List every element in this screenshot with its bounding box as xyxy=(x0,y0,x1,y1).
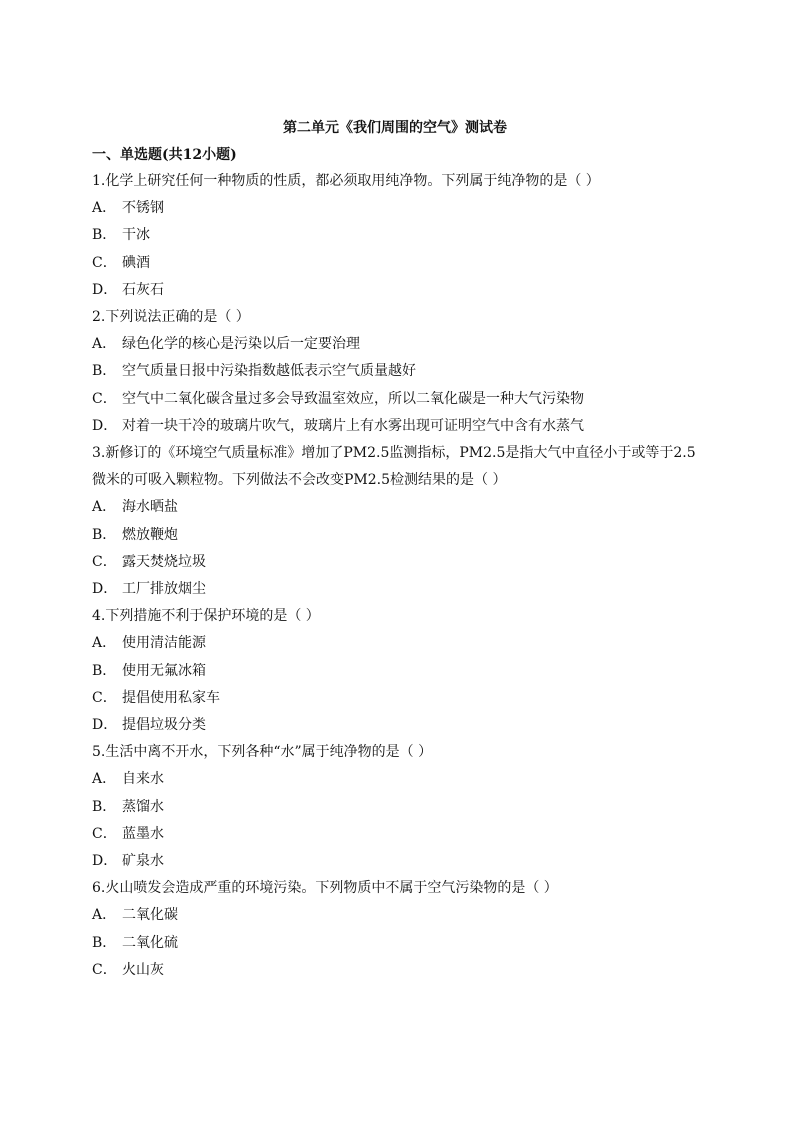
option-item xyxy=(92,685,698,712)
question-6 xyxy=(92,875,698,984)
option-label: D． xyxy=(92,581,118,598)
option-item xyxy=(92,522,698,549)
option-text: 工厂排放烟尘 xyxy=(122,581,206,598)
question-text: 3.新修订的《环境空气质量标准》增加了PM2.5监测指标，PM2.5是指大气中直径小于或等于2.5微米的可吸入颗粒物。下列做法不会改变PM2.5检测结果的是（ ） xyxy=(92,445,696,489)
option-text: 燃放鞭炮 xyxy=(122,526,178,543)
option-text: 自来水 xyxy=(122,771,164,788)
option-text: 蒸馏水 xyxy=(122,798,164,815)
option-label: B． xyxy=(92,526,117,543)
option-label: D． xyxy=(92,417,118,434)
option-label: A． xyxy=(92,907,117,924)
option-text: 使用无氟冰箱 xyxy=(122,662,206,679)
option-item xyxy=(92,630,698,657)
option-label: B． xyxy=(92,798,117,815)
question-text: 6.火山喷发会造成严重的环境污染。下列物质中不属于空气污染物的是（ ） xyxy=(92,880,558,897)
option-item xyxy=(92,250,698,277)
option-label: C． xyxy=(92,689,117,706)
option-text: 碘酒 xyxy=(122,254,150,271)
option-item xyxy=(92,576,698,603)
option-label: A． xyxy=(92,336,117,353)
option-text: 绿色化学的核心是污染以后一定要治理 xyxy=(122,336,360,353)
option-item xyxy=(92,195,698,222)
question-text: 4.下列措施不利于保护环境的是（ ） xyxy=(92,608,320,625)
option-label: B． xyxy=(92,363,117,380)
option-item xyxy=(92,957,698,984)
option-label: A． xyxy=(92,499,117,516)
option-label: B． xyxy=(92,934,117,951)
section-title: 一、单选题(共12小题) xyxy=(92,147,237,163)
option-label: A． xyxy=(92,200,117,217)
option-label: B． xyxy=(92,662,117,679)
option-label: D． xyxy=(92,717,118,734)
option-item xyxy=(92,930,698,957)
option-item xyxy=(92,902,698,929)
option-text: 二氧化硫 xyxy=(122,934,178,951)
option-label: C． xyxy=(92,390,117,407)
question-text: 5.生活中离不开水，下列各种“水”属于纯净物的是（ ） xyxy=(92,744,433,761)
question-4 xyxy=(92,603,698,739)
option-text: 对着一块干冷的玻璃片吹气，玻璃片上有水雾出现可证明空气中含有水蒸气 xyxy=(122,417,584,434)
option-item xyxy=(92,386,698,413)
option-item xyxy=(92,712,698,739)
option-text: 矿泉水 xyxy=(122,853,164,870)
option-item xyxy=(92,766,698,793)
option-label: D． xyxy=(92,853,118,870)
option-text: 空气中二氧化碳含量过多会导致温室效应，所以二氧化碳是一种大气污染物 xyxy=(122,390,584,407)
option-text: 使用清洁能源 xyxy=(122,635,206,652)
option-item xyxy=(92,413,698,440)
option-text: 干冰 xyxy=(122,227,150,244)
option-item xyxy=(92,331,698,358)
question-3 xyxy=(92,440,698,603)
option-text: 火山灰 xyxy=(122,961,164,978)
question-5 xyxy=(92,739,698,875)
option-item xyxy=(92,277,698,304)
option-text: 石灰石 xyxy=(122,281,164,298)
option-text: 提倡垃圾分类 xyxy=(122,717,206,734)
option-text: 蓝墨水 xyxy=(122,825,164,842)
option-item xyxy=(92,658,698,685)
question-text: 1.化学上研究任何一种物质的性质，都必须取用纯净物。下列属于纯净物的是（ ） xyxy=(92,173,600,189)
option-label: C． xyxy=(92,553,117,570)
option-text: 不锈钢 xyxy=(122,200,164,217)
option-item xyxy=(92,848,698,875)
option-item xyxy=(92,794,698,821)
option-text: 露天焚烧垃圾 xyxy=(122,553,206,570)
option-label: A． xyxy=(92,635,117,652)
option-item xyxy=(92,821,698,848)
document-title: 第二单元《我们周围的空气》测试卷 xyxy=(283,120,507,136)
option-label: C． xyxy=(92,254,117,271)
option-text: 二氧化碳 xyxy=(122,907,178,924)
option-item xyxy=(92,549,698,576)
option-item xyxy=(92,222,698,249)
option-label: C． xyxy=(92,961,117,978)
option-label: D． xyxy=(92,281,118,298)
option-text: 空气质量日报中污染指数越低表示空气质量越好 xyxy=(122,363,416,380)
question-1 xyxy=(92,168,698,304)
question-2 xyxy=(92,304,698,440)
option-label: C． xyxy=(92,825,117,842)
option-label: A． xyxy=(92,771,117,788)
option-text: 海水晒盐 xyxy=(122,499,178,516)
option-text: 提倡使用私家车 xyxy=(122,689,220,706)
option-label: B． xyxy=(92,227,117,244)
option-item xyxy=(92,494,698,521)
option-item xyxy=(92,358,698,385)
question-text: 2.下列说法正确的是（ ） xyxy=(92,309,250,326)
question-list xyxy=(92,168,698,984)
